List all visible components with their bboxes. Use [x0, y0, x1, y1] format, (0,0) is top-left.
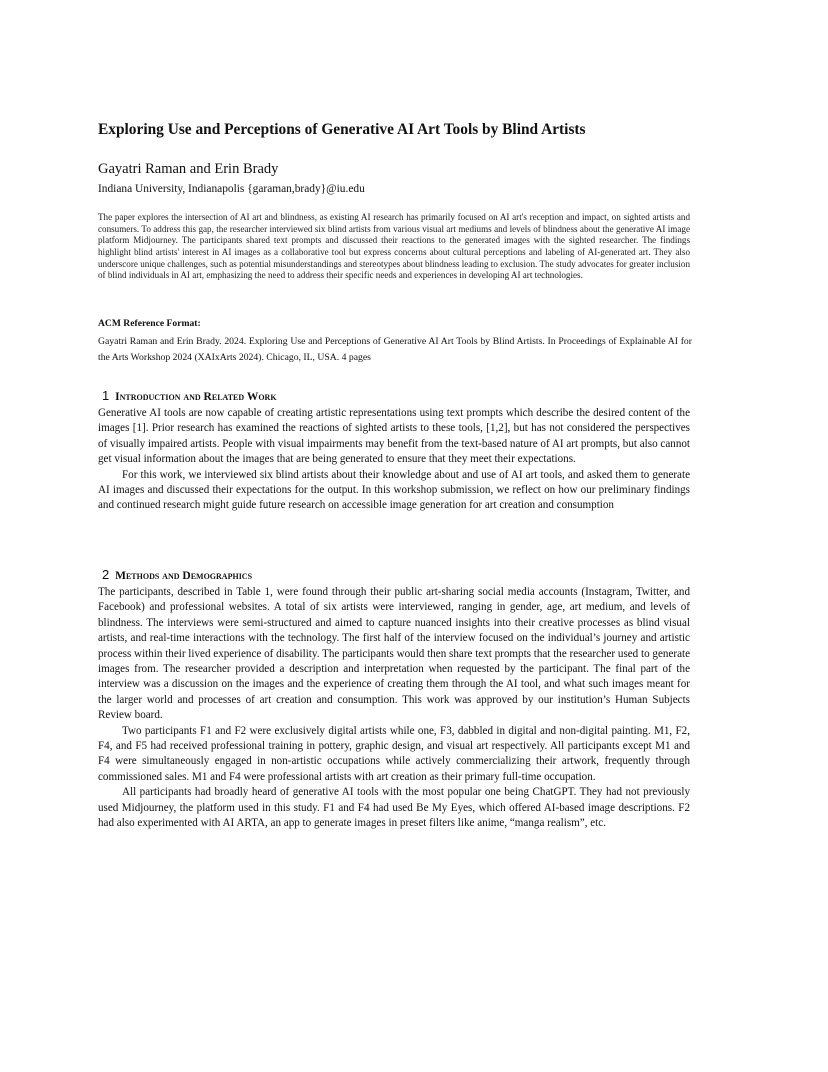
author-names: Gayatri Raman and Erin Brady: [98, 161, 279, 177]
acm-reference-heading: ACM Reference Format:: [98, 318, 201, 329]
acm-reference-text: Gayatri Raman and Erin Brady. 2024. Exploring Use and Perceptions of Generative AI Art Tools by Blind Artists. In Proceedings of Explainable AI for the Arts Workshop 2024 (XAIxArts 2024). Chicago, IL, USA. 4 pages: [98, 336, 692, 363]
paper-title: Exploring Use and Perceptions of Generative AI Art Tools by Blind Artists: [98, 121, 586, 138]
section-2-heading: [102, 568, 252, 583]
section-1-heading: [102, 389, 277, 404]
section-2-number: 2: [102, 567, 110, 582]
section-1-number: 1: [102, 388, 110, 403]
section-1-title: Introduction and Related Work: [115, 391, 277, 403]
abstract: The paper explores the intersection of AI art and blindness, as existing AI research has primarily focused on AI art's reception and impact, on sighted artists and consumers. To address this gap, the researcher interviewed six blind artists from various visual art mediums and levels of blindness about the generative AI image platform Midjourney. The participants shared text prompts and discussed their reactions to the generated images with the sighted researcher. The findings highlight blind artists' interest in AI images as a collaborative tool but express concerns about cultural perceptions and labeling of AI-generated art. They also underscore unique challenges, such as potential misunderstandings and stereotypes about blindness leading to exclusion. The study advocates for greater inclusion of blind individuals in AI art, emphasizing the need to address their specific needs and experiences in developing AI art technologies.: [98, 212, 690, 281]
section-2-body: [98, 585, 690, 832]
section-2-paragraph: All participants had broadly heard of generative AI tools with the most popular one being ChatGPT. They had not previously used Midjourney, the platform used in this study. F1 and F4 had used Be My Eyes, which offered AI-based image descriptions. F2 had also experimented with AI ARTA, an app to generate images in preset filters like anime, “manga realism”, etc.: [98, 786, 690, 830]
author-affiliation: Indiana University, Indianapolis {garaman,brady}@iu.edu: [98, 183, 365, 195]
section-1-paragraph: For this work, we interviewed six blind artists about their knowledge about and use of AI art tools, and asked them to generate AI images and discussed their expectations for the output. In this workshop submission, we reflect on how our preliminary findings and continued research might guide future research on accessible image generation for art creation and consumption: [98, 468, 690, 512]
section-1-body: [98, 406, 690, 514]
section-2-paragraph: Two participants F1 and F2 were exclusively digital artists while one, F3, dabbled in digital and non-digital painting. M1, F2, F4, and F5 had received professional training in pottery, graphic design, and visual art respectively. All participants except M1 and F4 were simultaneously engaged in non-artistic occupations while actively commercializing their artwork, frequently through commissioned sales. M1 and F4 were professional artists with art creation as their primary full-time occupation.: [98, 724, 690, 783]
section-2-paragraph: The participants, described in Table 1, were found through their public art-sharing social media accounts (Instagram, Twitter, and Facebook) and professional websites. A total of six artists were interviewed, ranging in gender, age, art medium, and levels of blindness. The interviews were semi-structured and aimed to capture nuanced insights into their creative processes as blind visual artists, and real-time interactions with the technology. The first half of the interview focused on the individual’s journey and artistic process within their lived experience of disability. The participants would then share text prompts that the researcher used to generate images from. The researcher provided a description and interpretation when requested by the participant. The final part of the interview was a discussion on the images and the experience of creating them through the AI tool, and what such images meant for the larger world and processes of art creation and consumption. This work was approved by our institution’s Human Subjects Review board.: [98, 586, 690, 722]
section-2-title: Methods and Demographics: [115, 570, 253, 582]
section-1-paragraph: Generative AI tools are now capable of creating artistic representations using text prompts which describe the desired content of the images [1]. Prior research has examined the reactions of sighted artists to these tools, [1,2], but has not considered the perspectives of visually impaired artists. People with visual impairments may benefit from the text-based nature of AI art prompts, but also cannot get visual information about the images that are being generated to ensure that they meet their expectations.: [98, 407, 690, 466]
